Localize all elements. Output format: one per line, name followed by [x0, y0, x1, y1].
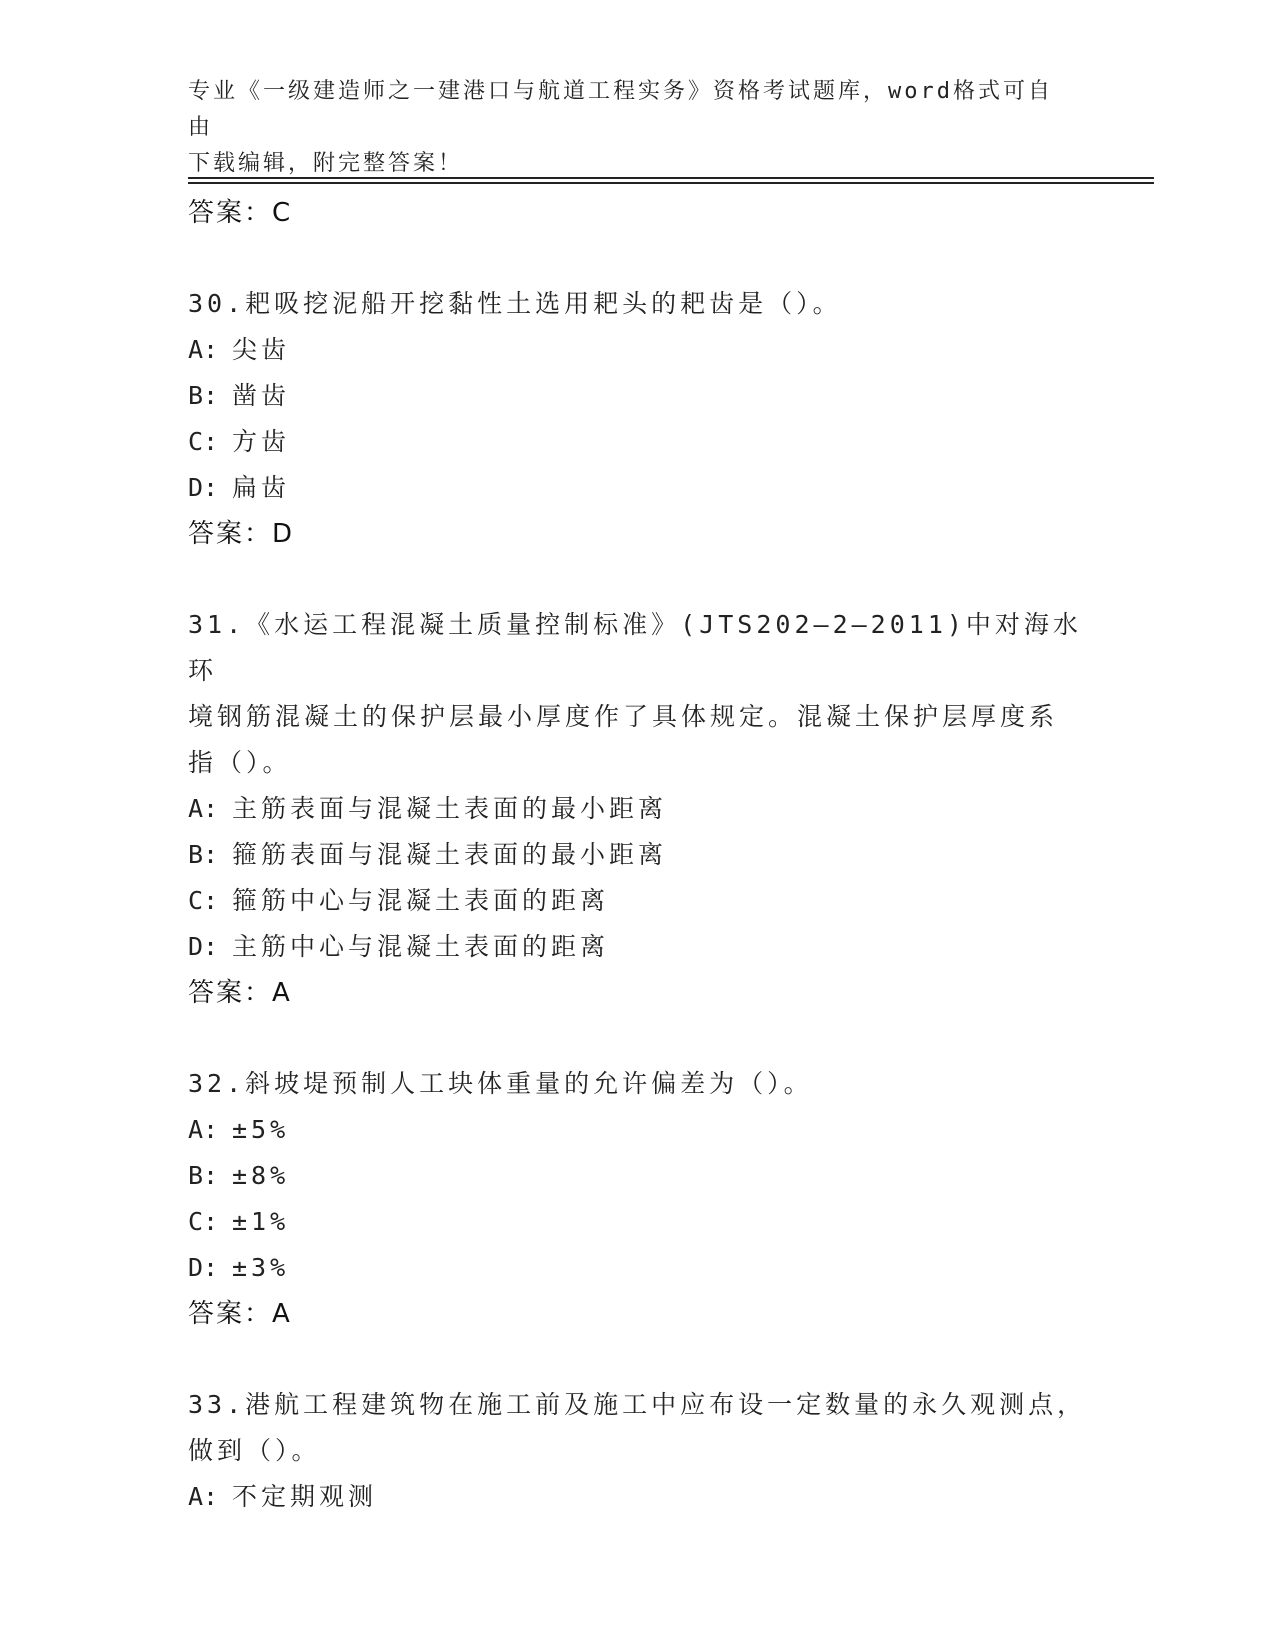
answer-line: 答案：A [188, 978, 292, 1008]
option-item [188, 878, 1088, 924]
option-item [188, 786, 1088, 832]
question-text: 30.耙吸挖泥船开挖黏性土选用耙头的耙齿是（）。 [188, 289, 842, 318]
option-item [188, 1199, 1088, 1245]
question-block [188, 602, 1088, 1016]
option-text: 凿齿 [232, 381, 291, 410]
spacer [188, 236, 1088, 281]
option-text: ±5% [232, 1115, 290, 1144]
option-label: D: [188, 1253, 219, 1282]
question-text: 做到（）。 [188, 1436, 321, 1465]
option-text: 方齿 [232, 427, 291, 456]
option-text: 尖齿 [232, 335, 291, 364]
question-block [188, 1382, 1088, 1520]
option-text: 主筋表面与混凝土表面的最小距离 [232, 794, 668, 823]
option-item [188, 1474, 1088, 1520]
option-label: B: [188, 1161, 219, 1190]
option-item [188, 419, 1088, 465]
option-item [188, 832, 1088, 878]
option-label: C: [188, 1207, 219, 1236]
option-label: D: [188, 932, 219, 961]
option-item [188, 327, 1088, 373]
question-text: 指（）。 [188, 748, 292, 777]
header-rule-top [188, 177, 1154, 179]
header-line-1: 专业《一级建造师之一建港口与航道工程实务》资格考试题库，word格式可自由 [188, 79, 1053, 140]
question-list [188, 190, 1088, 1520]
option-text: 箍筋表面与混凝土表面的最小距离 [232, 840, 668, 869]
option-text: 扁齿 [232, 473, 291, 502]
spacer [188, 1016, 1088, 1061]
option-item [188, 1153, 1088, 1199]
option-text: 不定期观测 [232, 1482, 378, 1511]
option-text: ±8% [232, 1161, 290, 1190]
option-item [188, 1245, 1088, 1291]
option-label: B: [188, 840, 219, 869]
question-text: 32.斜坡堤预制人工块体重量的允许偏差为（）。 [188, 1069, 813, 1098]
option-label: C: [188, 427, 219, 456]
question-block [188, 1061, 1088, 1337]
answer-line: 答案：A [188, 1299, 292, 1329]
option-item [188, 924, 1088, 970]
question-text: 境钢筋混凝土的保护层最小厚度作了具体规定。混凝土保护层厚度系 [188, 702, 1059, 731]
answer-line: 答案：D [188, 519, 295, 549]
document-header [188, 74, 1068, 182]
option-text: 主筋中心与混凝土表面的距离 [232, 932, 610, 961]
option-text: ±3% [232, 1253, 290, 1282]
question-text: 33.港航工程建筑物在施工前及施工中应布设一定数量的永久观测点， [188, 1390, 1087, 1419]
option-label: A: [188, 794, 219, 823]
option-text: 箍筋中心与混凝土表面的距离 [232, 886, 610, 915]
option-label: A: [188, 1482, 219, 1511]
spacer [188, 557, 1088, 602]
option-label: C: [188, 886, 219, 915]
option-item [188, 465, 1088, 511]
answer-line: 答案：C [188, 198, 293, 228]
question-block [188, 281, 1088, 557]
spacer [188, 1337, 1088, 1382]
option-label: A: [188, 335, 219, 364]
option-item [188, 1107, 1088, 1153]
option-item [188, 373, 1088, 419]
option-label: A: [188, 1115, 219, 1144]
header-rule-bottom [188, 182, 1154, 184]
question-text: 31.《水运工程混凝土质量控制标准》(JTS202—2—2011)中对海水环 [188, 610, 1082, 685]
option-text: ±1% [232, 1207, 290, 1236]
header-line-2: 下载编辑，附完整答案！ [188, 151, 464, 176]
option-label: D: [188, 473, 219, 502]
option-label: B: [188, 381, 219, 410]
